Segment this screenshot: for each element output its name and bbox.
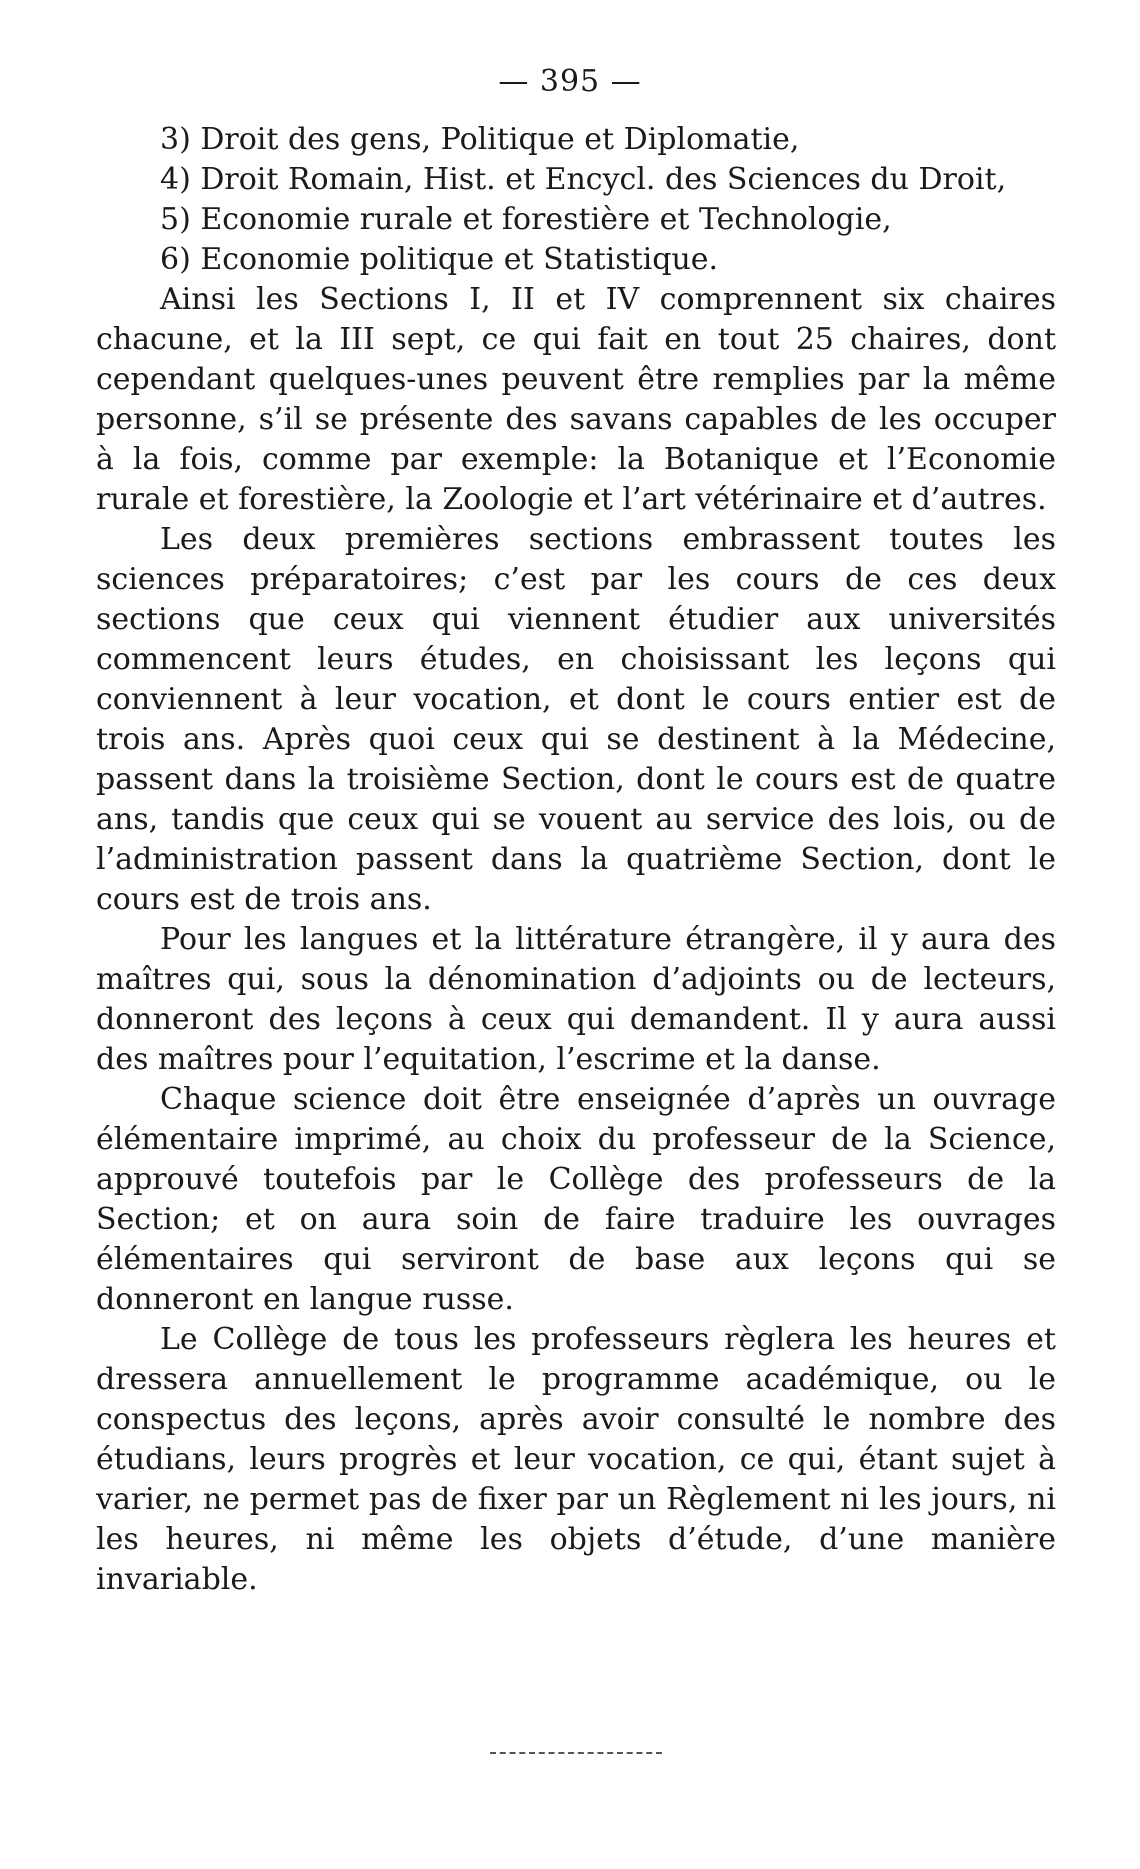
list-item: 4) Droit Romain, Hist. et Encycl. des Sciences du Droit, xyxy=(160,162,1007,197)
paragraph-sections-chairs: Ainsi les Sections I, II et IV comprennent six chaires chacune, et la III sept, ce qui fait en tout 25 chaires, dont cependant quelques-unes peuvent être remplies par la même personne, s’il se présente des savans capables de les occuper à la fois, comme par exemple: la Botanique et l’Economie rurale et forestière, la Zoologie et l’art vétérinaire et d’autres. xyxy=(96,282,1056,517)
closing-rule xyxy=(490,1752,662,1754)
paragraph-college-programme: Le Collège de tous les professeurs règlera les heures et dressera annuellement le programme académique, ou le conspectus des leçons, après avoir consulté le nombre des étudians, leurs progrès et leur vocation, ce qui, étant sujet à varier, ne permet pas de fixer par un Règlement ni les jours, ni les heures, ni même les objets d’étude, d’une manière invariable. xyxy=(96,1322,1056,1597)
page-number: — 395 — xyxy=(498,64,642,99)
list-item: 3) Droit des gens, Politique et Diplomatie, xyxy=(160,122,800,157)
list-item: 6) Economie politique et Statistique. xyxy=(160,242,719,277)
body-text xyxy=(96,120,1056,1600)
paragraph-textbooks: Chaque science doit être enseignée d’après un ouvrage élémentaire imprimé, au choix du professeur de la Science, approuvé toutefois par le Collège des professeurs de la Section; et on aura soin de faire traduire les ouvrages élémentaires qui serviront de base aux leçons qui se donneront en langue russe. xyxy=(96,1082,1056,1317)
paragraph-preparatory-sections: Les deux premières sections embrassent toutes les sciences préparatoires; c’est par les cours de ces deux sections que ceux qui viennent étudier aux universités commencent leurs études, en choisissant les leçons qui conviennent à leur vocation, et dont le cours entier est de trois ans. Après quoi ceux qui se destinent à la Médecine, passent dans la troisième Section, dont le cours est de quatre ans, tandis que ceux qui se vouent au service des lois, ou de l’administration passent dans la quatrième Section, dont le cours est de trois ans. xyxy=(96,522,1056,917)
list-item: 5) Economie rurale et forestière et Technologie, xyxy=(160,202,892,237)
paragraph-languages: Pour les langues et la littérature étrangère, il y aura des maîtres qui, sous la dénomination d’adjoints ou de lecteurs, donneront des leçons à ceux qui demandent. Il y aura aussi des maîtres pour l’equitation, l’escrime et la danse. xyxy=(96,922,1056,1077)
